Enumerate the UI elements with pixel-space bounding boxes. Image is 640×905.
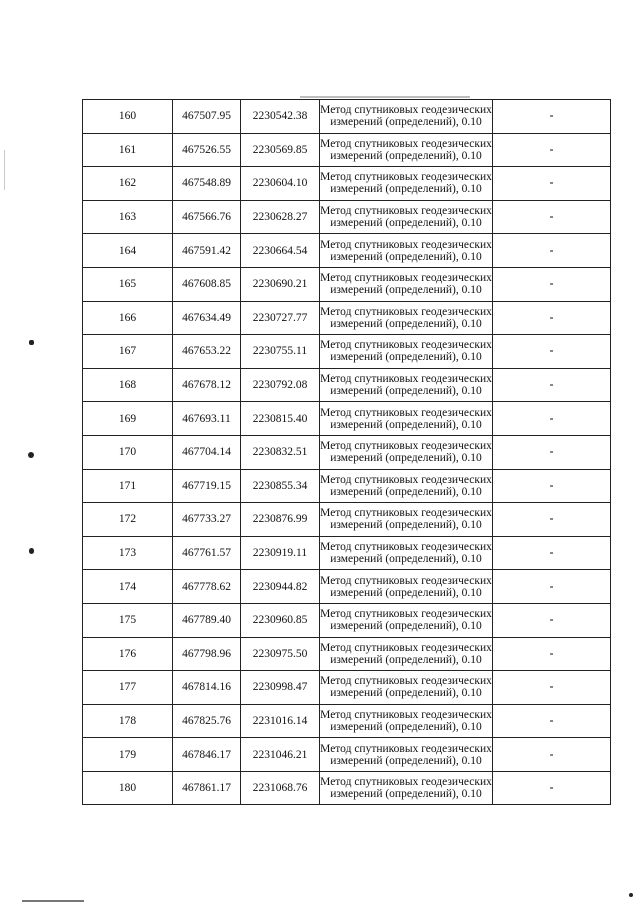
- x-coordinate-cell: 467507.95: [173, 100, 241, 134]
- note-cell: -: [493, 704, 611, 738]
- method-cell: [320, 671, 493, 705]
- method-cell: [320, 167, 493, 201]
- y-coordinate-cell: 2230998.47: [241, 671, 320, 705]
- method-cell: [320, 469, 493, 503]
- method-text-line: Метод спутниковых геодезических: [320, 675, 492, 688]
- y-coordinate-cell: 2230960.85: [241, 603, 320, 637]
- method-cell: [320, 536, 493, 570]
- x-coordinate-cell: 467704.14: [173, 435, 241, 469]
- y-coordinate-cell: 2230792.08: [241, 368, 320, 402]
- note-cell: -: [493, 435, 611, 469]
- method-text-line: Метод спутниковых геодезических: [320, 473, 492, 486]
- note-cell: -: [493, 603, 611, 637]
- method-text-line: Метод спутниковых геодезических: [320, 440, 492, 453]
- x-coordinate-cell: 467548.89: [173, 167, 241, 201]
- table-row: [83, 771, 611, 805]
- method-text-line: Метод спутниковых геодезических: [320, 541, 492, 554]
- point-number-cell: 161: [83, 133, 173, 167]
- y-coordinate-cell: 2230975.50: [241, 637, 320, 671]
- table-row: [83, 570, 611, 604]
- x-coordinate-cell: 467846.17: [173, 738, 241, 772]
- method-text-line: Метод спутниковых геодезических: [320, 104, 492, 117]
- method-text-line: Метод спутниковых геодезических: [320, 776, 492, 789]
- point-number-cell: 174: [83, 570, 173, 604]
- note-cell: -: [493, 267, 611, 301]
- y-coordinate-cell: 2230690.21: [241, 267, 320, 301]
- method-text-line: Метод спутниковых геодезических: [320, 339, 492, 352]
- note-cell: -: [493, 133, 611, 167]
- method-cell: [320, 503, 493, 537]
- y-coordinate-cell: 2230855.34: [241, 469, 320, 503]
- point-number-cell: 166: [83, 301, 173, 335]
- method-text-line: измерений (определений), 0.10: [330, 385, 482, 398]
- method-cell: [320, 771, 493, 805]
- method-text-line: Метод спутниковых геодезических: [320, 641, 492, 654]
- x-coordinate-cell: 467798.96: [173, 637, 241, 671]
- y-coordinate-cell: 2230628.27: [241, 200, 320, 234]
- note-cell: -: [493, 335, 611, 369]
- method-text-line: измерений (определений), 0.10: [330, 754, 482, 767]
- note-cell: -: [493, 402, 611, 436]
- point-number-cell: 172: [83, 503, 173, 537]
- method-text-line: измерений (определений), 0.10: [330, 317, 482, 330]
- method-text-line: измерений (определений), 0.10: [330, 452, 482, 465]
- method-text-line: измерений (определений), 0.10: [330, 519, 482, 532]
- y-coordinate-cell: 2230542.38: [241, 100, 320, 134]
- x-coordinate-cell: 467526.55: [173, 133, 241, 167]
- point-number-cell: 162: [83, 167, 173, 201]
- method-cell: [320, 704, 493, 738]
- x-coordinate-cell: 467761.57: [173, 536, 241, 570]
- method-text-line: измерений (определений), 0.10: [330, 351, 482, 364]
- method-text-line: измерений (определений), 0.10: [330, 217, 482, 230]
- x-coordinate-cell: 467733.27: [173, 503, 241, 537]
- method-text-line: Метод спутниковых геодезических: [320, 574, 492, 587]
- coordinates-table: [82, 99, 611, 805]
- note-cell: -: [493, 301, 611, 335]
- method-cell: [320, 301, 493, 335]
- table-row: [83, 671, 611, 705]
- scan-speck: [29, 340, 34, 345]
- table-row: [83, 234, 611, 268]
- x-coordinate-cell: 467693.11: [173, 402, 241, 436]
- method-text-line: Метод спутниковых геодезических: [320, 742, 492, 755]
- method-text-line: измерений (определений), 0.10: [330, 183, 482, 196]
- bottom-rule: [22, 900, 84, 902]
- table-row: [83, 402, 611, 436]
- y-coordinate-cell: 2230727.77: [241, 301, 320, 335]
- table-row: [83, 738, 611, 772]
- x-coordinate-cell: 467678.12: [173, 368, 241, 402]
- table-row: [83, 503, 611, 537]
- note-cell: -: [493, 368, 611, 402]
- coordinates-table-body: [83, 100, 611, 805]
- method-text-line: измерений (определений), 0.10: [330, 687, 482, 700]
- x-coordinate-cell: 467608.85: [173, 267, 241, 301]
- point-number-cell: 160: [83, 100, 173, 134]
- method-cell: [320, 637, 493, 671]
- point-number-cell: 168: [83, 368, 173, 402]
- method-text-line: Метод спутниковых геодезических: [320, 171, 492, 184]
- note-cell: -: [493, 200, 611, 234]
- method-cell: [320, 335, 493, 369]
- table-row: [83, 469, 611, 503]
- table-row: [83, 704, 611, 738]
- method-cell: [320, 368, 493, 402]
- x-coordinate-cell: 467789.40: [173, 603, 241, 637]
- method-cell: [320, 570, 493, 604]
- point-number-cell: 167: [83, 335, 173, 369]
- note-cell: -: [493, 536, 611, 570]
- method-text-line: Метод спутниковых геодезических: [320, 406, 492, 419]
- scan-speck: [28, 452, 34, 458]
- note-cell: -: [493, 671, 611, 705]
- x-coordinate-cell: 467591.42: [173, 234, 241, 268]
- y-coordinate-cell: 2230569.85: [241, 133, 320, 167]
- table-row: [83, 536, 611, 570]
- note-cell: -: [493, 167, 611, 201]
- note-cell: -: [493, 771, 611, 805]
- note-cell: -: [493, 503, 611, 537]
- point-number-cell: 179: [83, 738, 173, 772]
- point-number-cell: 165: [83, 267, 173, 301]
- y-coordinate-cell: 2230832.51: [241, 435, 320, 469]
- method-text-line: измерений (определений), 0.10: [330, 250, 482, 263]
- table-row: [83, 167, 611, 201]
- scan-speck: [29, 548, 34, 554]
- y-coordinate-cell: 2230919.11: [241, 536, 320, 570]
- x-coordinate-cell: 467719.15: [173, 469, 241, 503]
- method-cell: [320, 267, 493, 301]
- y-coordinate-cell: 2230876.99: [241, 503, 320, 537]
- y-coordinate-cell: 2231016.14: [241, 704, 320, 738]
- table-row: [83, 637, 611, 671]
- method-text-line: измерений (определений), 0.10: [330, 418, 482, 431]
- table-row: [83, 603, 611, 637]
- method-cell: [320, 402, 493, 436]
- table-row: [83, 435, 611, 469]
- method-text-line: измерений (определений), 0.10: [330, 116, 482, 129]
- table-row: [83, 133, 611, 167]
- method-cell: [320, 234, 493, 268]
- method-text-line: Метод спутниковых геодезических: [320, 608, 492, 621]
- x-coordinate-cell: 467778.62: [173, 570, 241, 604]
- scan-edge-mark: [4, 150, 5, 190]
- method-text-line: измерений (определений), 0.10: [330, 284, 482, 297]
- method-text-line: Метод спутниковых геодезических: [320, 305, 492, 318]
- method-cell: [320, 100, 493, 134]
- x-coordinate-cell: 467825.76: [173, 704, 241, 738]
- method-cell: [320, 133, 493, 167]
- note-cell: -: [493, 570, 611, 604]
- method-text-line: Метод спутниковых геодезических: [320, 708, 492, 721]
- point-number-cell: 164: [83, 234, 173, 268]
- table-row: [83, 301, 611, 335]
- table-row: [83, 368, 611, 402]
- x-coordinate-cell: 467861.17: [173, 771, 241, 805]
- point-number-cell: 177: [83, 671, 173, 705]
- table-row: [83, 200, 611, 234]
- scan-speck: [629, 893, 633, 897]
- method-cell: [320, 200, 493, 234]
- method-cell: [320, 435, 493, 469]
- top-rule: [300, 96, 470, 98]
- method-text-line: Метод спутниковых геодезических: [320, 137, 492, 150]
- x-coordinate-cell: 467814.16: [173, 671, 241, 705]
- method-text-line: Метод спутниковых геодезических: [320, 373, 492, 386]
- x-coordinate-cell: 467634.49: [173, 301, 241, 335]
- method-text-line: измерений (определений), 0.10: [330, 149, 482, 162]
- table-row: [83, 335, 611, 369]
- y-coordinate-cell: 2230815.40: [241, 402, 320, 436]
- method-text-line: Метод спутниковых геодезических: [320, 205, 492, 218]
- method-text-line: измерений (определений), 0.10: [330, 553, 482, 566]
- y-coordinate-cell: 2231046.21: [241, 738, 320, 772]
- method-text-line: измерений (определений), 0.10: [330, 485, 482, 498]
- note-cell: -: [493, 469, 611, 503]
- y-coordinate-cell: 2230604.10: [241, 167, 320, 201]
- note-cell: -: [493, 637, 611, 671]
- point-number-cell: 180: [83, 771, 173, 805]
- method-text-line: Метод спутниковых геодезических: [320, 238, 492, 251]
- point-number-cell: 173: [83, 536, 173, 570]
- x-coordinate-cell: 467566.76: [173, 200, 241, 234]
- method-text-line: измерений (определений), 0.10: [330, 720, 482, 733]
- note-cell: -: [493, 100, 611, 134]
- point-number-cell: 171: [83, 469, 173, 503]
- method-text-line: измерений (определений), 0.10: [330, 788, 482, 801]
- y-coordinate-cell: 2230944.82: [241, 570, 320, 604]
- method-cell: [320, 738, 493, 772]
- point-number-cell: 163: [83, 200, 173, 234]
- method-text-line: Метод спутниковых геодезических: [320, 272, 492, 285]
- method-text-line: Метод спутниковых геодезических: [320, 507, 492, 520]
- y-coordinate-cell: 2230755.11: [241, 335, 320, 369]
- method-cell: [320, 603, 493, 637]
- note-cell: -: [493, 234, 611, 268]
- x-coordinate-cell: 467653.22: [173, 335, 241, 369]
- point-number-cell: 170: [83, 435, 173, 469]
- table-row: [83, 267, 611, 301]
- method-text-line: измерений (определений), 0.10: [330, 620, 482, 633]
- y-coordinate-cell: 2231068.76: [241, 771, 320, 805]
- y-coordinate-cell: 2230664.54: [241, 234, 320, 268]
- table-row: [83, 100, 611, 134]
- note-cell: -: [493, 738, 611, 772]
- point-number-cell: 169: [83, 402, 173, 436]
- method-text-line: измерений (определений), 0.10: [330, 653, 482, 666]
- point-number-cell: 178: [83, 704, 173, 738]
- point-number-cell: 175: [83, 603, 173, 637]
- method-text-line: измерений (определений), 0.10: [330, 586, 482, 599]
- point-number-cell: 176: [83, 637, 173, 671]
